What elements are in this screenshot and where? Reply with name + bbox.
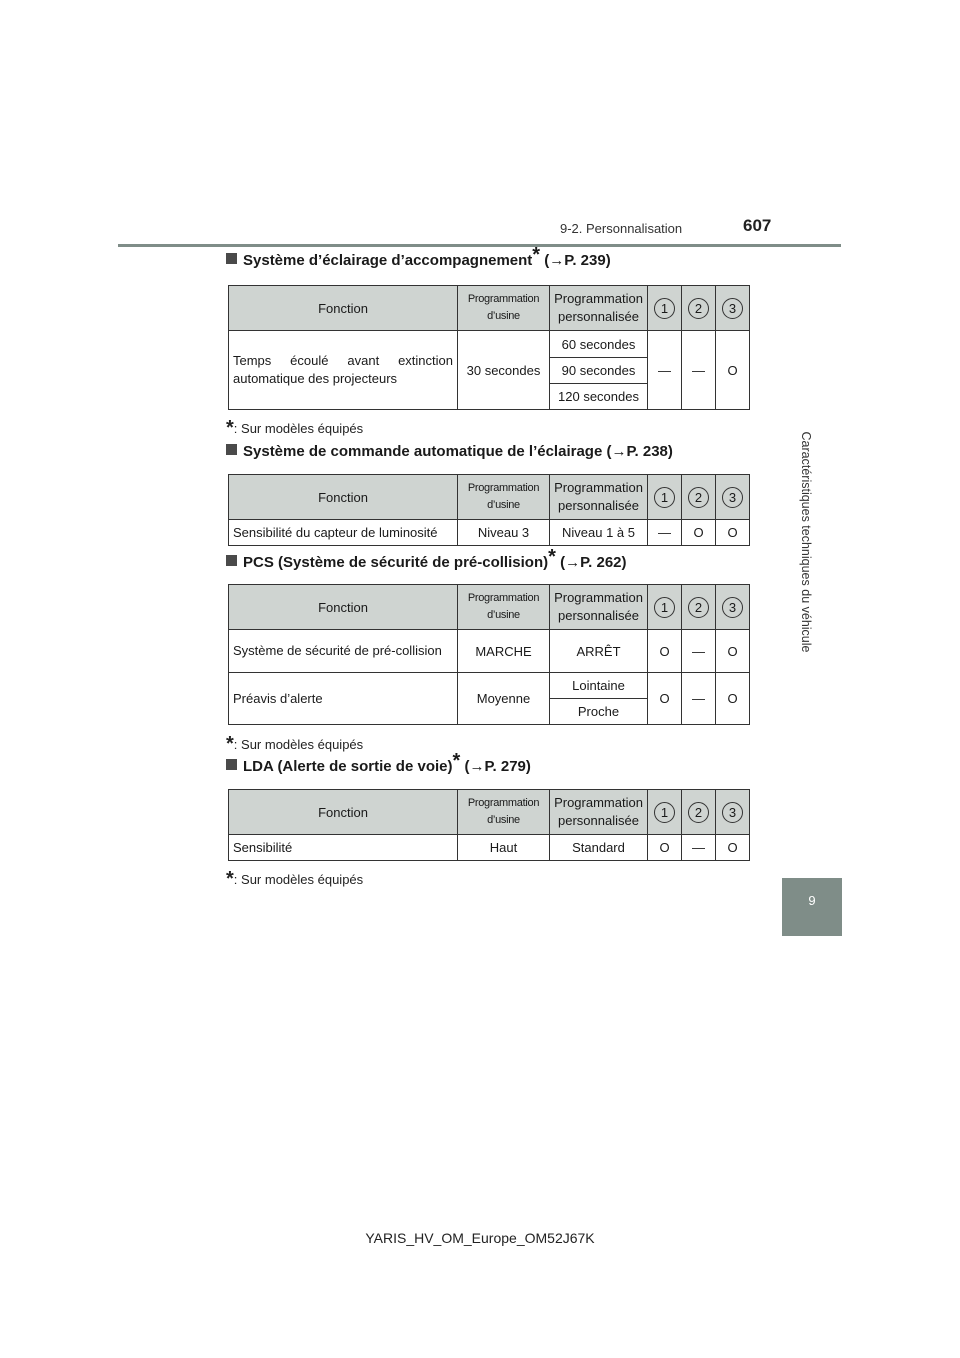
col-custom: Programmation personnalisée — [550, 790, 648, 835]
circled-3-icon: 3 — [722, 597, 743, 618]
cell-fonction: Sensibilité — [229, 835, 458, 861]
bullet-square-icon — [226, 444, 237, 455]
cell-mode-3: O — [716, 520, 750, 546]
cell-mode-1: O — [648, 835, 682, 861]
cell-factory: Niveau 3 — [458, 520, 550, 546]
cell-mode-2: — — [682, 673, 716, 725]
table-lda — [228, 789, 750, 861]
circled-1-icon: 1 — [654, 298, 675, 319]
cell-mode-3: O — [716, 630, 750, 673]
circled-2-icon: 2 — [688, 597, 709, 618]
cell-mode-2: — — [682, 835, 716, 861]
col-mode-3 — [716, 790, 750, 835]
cell-mode-3: O — [716, 673, 750, 725]
col-mode-2 — [682, 475, 716, 520]
cell-mode-1: O — [648, 630, 682, 673]
cell-custom: ARRÊT — [550, 630, 648, 673]
chapter-title: Caractéristiques techniques du véhicule — [799, 431, 813, 653]
cell-mode-1: O — [648, 673, 682, 725]
circled-3-icon: 3 — [722, 487, 743, 508]
cell-mode-2: — — [682, 630, 716, 673]
cell-mode-1: — — [648, 520, 682, 546]
col-fonction: Fonction — [229, 790, 458, 835]
page-number: 607 — [743, 216, 772, 235]
cell-custom: Standard — [550, 835, 648, 861]
section-title-lda: LDA (Alerte de sortie de voie)* (→P. 279) — [226, 758, 531, 775]
circled-2-icon: 2 — [688, 487, 709, 508]
cell-custom: Proche — [550, 699, 648, 725]
col-fonction: Fonction — [229, 475, 458, 520]
col-mode-1 — [648, 585, 682, 630]
circled-2-icon: 2 — [688, 298, 709, 319]
footnote-2: *: Sur modèles équipés — [226, 733, 364, 755]
cell-custom: Lointaine — [550, 673, 648, 699]
cell-factory: Haut — [458, 835, 550, 861]
circled-1-icon: 1 — [654, 802, 675, 823]
col-factory: Programmation d’usine — [458, 286, 550, 331]
cell-fonction: Préavis d’alerte — [229, 673, 458, 725]
col-fonction: Fonction — [229, 286, 458, 331]
cell-factory: 30 secondes — [458, 331, 550, 410]
section-title-commande-eclairage: Système de commande automatique de l’éclairage (→P. 238) — [226, 443, 673, 460]
cell-custom: Niveau 1 à 5 — [550, 520, 648, 546]
table-commande-eclairage — [228, 474, 750, 546]
table-row — [229, 835, 750, 861]
bullet-square-icon — [226, 759, 237, 770]
cell-custom: 90 secondes — [550, 358, 648, 384]
col-mode-2 — [682, 790, 716, 835]
col-mode-2 — [682, 585, 716, 630]
footnote-3: *: Sur modèles équipés — [226, 868, 364, 890]
col-mode-2 — [682, 286, 716, 331]
col-custom: Programmation personnalisée — [550, 286, 648, 331]
col-mode-1 — [648, 475, 682, 520]
circled-3-icon: 3 — [722, 802, 743, 823]
cell-mode-2: O — [682, 520, 716, 546]
section-title-accompagnement: Système d’éclairage d’accompagnement* (→P. 239) — [226, 252, 611, 269]
table-row — [229, 520, 750, 546]
col-mode-3 — [716, 286, 750, 331]
bullet-square-icon — [226, 253, 237, 264]
section-title-pcs: PCS (Système de sécurité de pré-collision)* (→P. 262) — [226, 554, 627, 571]
table-row — [229, 331, 750, 358]
cell-fonction: Système de sécurité de pré-collision — [229, 630, 458, 673]
cell-mode-3: O — [716, 331, 750, 410]
table-row — [229, 673, 750, 699]
cell-fonction: Sensibilité du capteur de luminosité — [229, 520, 458, 546]
col-factory: Programmation d’usine — [458, 790, 550, 835]
cell-fonction: Temps écoulé avant extinction automatique des projecteurs — [229, 331, 458, 410]
section-header: 9-2. Personnalisation — [560, 221, 683, 236]
table-pcs — [228, 584, 750, 725]
bullet-square-icon — [226, 555, 237, 566]
document-footer: YARIS_HV_OM_Europe_OM52J67K — [365, 1230, 595, 1246]
chapter-number: 9 — [808, 893, 816, 908]
circled-2-icon: 2 — [688, 802, 709, 823]
cell-factory: MARCHE — [458, 630, 550, 673]
circled-1-icon: 1 — [654, 487, 675, 508]
col-custom: Programmation personnalisée — [550, 585, 648, 630]
header-rule — [118, 244, 841, 247]
table-row — [229, 630, 750, 673]
col-fonction: Fonction — [229, 585, 458, 630]
cell-factory: Moyenne — [458, 673, 550, 725]
cell-mode-1: — — [648, 331, 682, 410]
col-custom: Programmation personnalisée — [550, 475, 648, 520]
col-mode-1 — [648, 790, 682, 835]
chapter-tab[interactable] — [782, 878, 842, 936]
cell-custom: 120 secondes — [550, 384, 648, 410]
col-mode-1 — [648, 286, 682, 331]
col-factory: Programmation d’usine — [458, 475, 550, 520]
cell-mode-2: — — [682, 331, 716, 410]
circled-1-icon: 1 — [654, 597, 675, 618]
footnote-1: *: Sur modèles équipés — [226, 417, 364, 439]
cell-mode-3: O — [716, 835, 750, 861]
circled-3-icon: 3 — [722, 298, 743, 319]
col-mode-3 — [716, 475, 750, 520]
table-accompagnement — [228, 285, 750, 410]
col-mode-3 — [716, 585, 750, 630]
col-factory: Programmation d’usine — [458, 585, 550, 630]
cell-custom: 60 secondes — [550, 331, 648, 358]
